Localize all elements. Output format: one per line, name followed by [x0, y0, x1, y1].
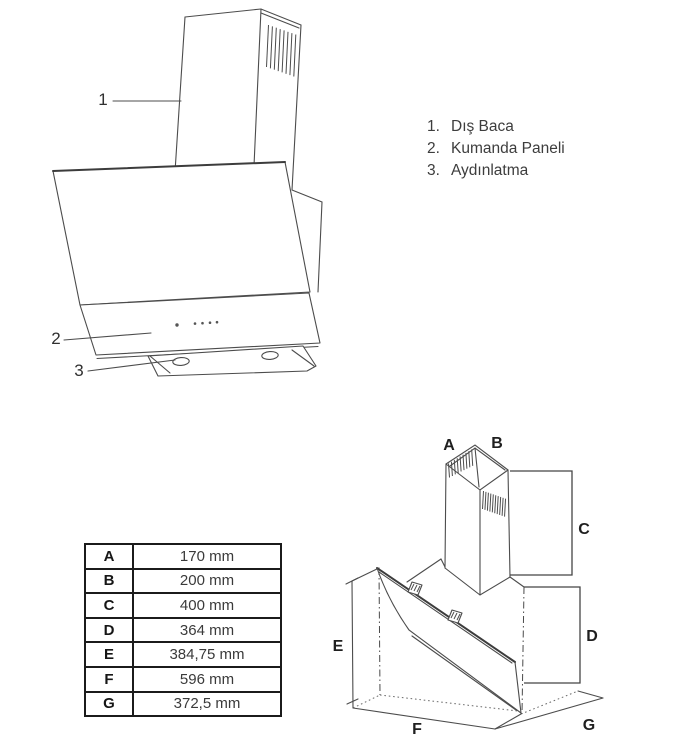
dimension-value: 384,75 mm [133, 642, 281, 667]
table-row [85, 692, 281, 717]
dimension-diagram [333, 435, 603, 738]
legend-label: Kumanda Paneli [451, 140, 565, 157]
table-row [85, 667, 281, 692]
dimension-value: 372,5 mm [133, 692, 281, 717]
floor-plane [353, 695, 521, 729]
dimensions-table [84, 543, 282, 717]
legend-item-dis-baca [427, 116, 565, 138]
dimension-key: A [85, 544, 133, 569]
dimension-key: F [85, 667, 133, 692]
dim-letter-a: A [443, 437, 455, 454]
dim-letter-b: B [491, 435, 503, 452]
dim-letter-d: D [586, 628, 598, 645]
hood-illustration [51, 9, 322, 380]
table-row [85, 593, 281, 618]
legend-number: 1. [427, 118, 440, 135]
dimension-key: B [85, 569, 133, 594]
legend-label: Aydınlatma [451, 162, 529, 179]
parts-legend [427, 116, 565, 182]
dimension-key: C [85, 593, 133, 618]
dimension-key: E [85, 642, 133, 667]
dim-letter-g: G [582, 717, 596, 734]
diagram-chimney [445, 445, 510, 595]
dimension-value: 400 mm [133, 593, 281, 618]
glass-panel [53, 162, 310, 305]
legend-number: 2. [427, 140, 440, 157]
dimension-value: 596 mm [133, 667, 281, 692]
dim-letter-c: C [578, 521, 590, 538]
back-panel [346, 568, 380, 708]
legend-item-aydinlatma [427, 160, 565, 182]
table-row [85, 618, 281, 643]
table-row [85, 569, 281, 594]
callout-3: 3 [74, 361, 84, 380]
dimension-value: 170 mm [133, 544, 281, 569]
dimension-value: 364 mm [133, 618, 281, 643]
dimension-key: D [85, 618, 133, 643]
dimension-box-c [510, 471, 572, 575]
callout-1: 1 [98, 90, 108, 109]
legend-item-kumanda-paneli [427, 138, 565, 160]
dimension-box-d [524, 587, 580, 683]
dimension-value: 200 mm [133, 569, 281, 594]
dimension-key: G [85, 692, 133, 717]
dim-letter-f: F [412, 721, 422, 738]
callout-2: 2 [51, 329, 61, 348]
legend-number: 3. [427, 162, 440, 179]
table-row [85, 544, 281, 569]
dim-letter-e: E [332, 638, 344, 655]
legend-label: Dış Baca [451, 118, 514, 135]
table-row [85, 642, 281, 667]
